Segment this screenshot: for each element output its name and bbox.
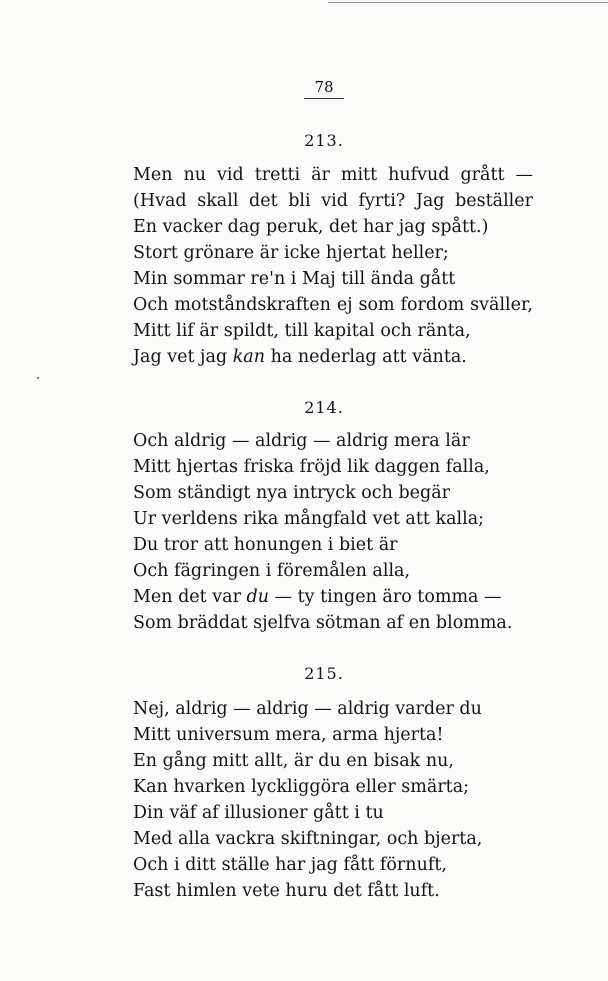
verse-line: Stort grönare är icke hjertat heller; — [133, 243, 449, 263]
verse-line: (Hvad skall det bli vid fyrti? Jag beställer — [133, 191, 533, 211]
top-edge-rule — [328, 2, 608, 3]
verse-line: En vacker dag peruk, det har jag spått.) — [133, 217, 489, 237]
stanza-number-215: 215. — [304, 664, 344, 683]
verse-text: Jag vet jag — [133, 347, 233, 367]
verse-text: Men det var — [133, 587, 247, 607]
verse-emphasis: du — [246, 587, 269, 607]
verse-line: Mitt lif är spildt, till kapital och ränta, — [133, 321, 471, 341]
verse-line: Din väf af illusioner gått i tu — [133, 803, 384, 823]
verse-line: Och aldrig — aldrig — aldrig mera lär — [133, 431, 470, 451]
verse-emphasis: kan — [232, 347, 265, 367]
stanza-215 — [133, 696, 533, 904]
verse-text: ha nederlag att vänta. — [265, 347, 467, 367]
verse-text: — ty tingen äro tomma — — [269, 587, 502, 607]
verse-line — [133, 584, 533, 610]
verse-line: Fast himlen vete huru det fått luft. — [133, 881, 440, 901]
verse-line: Mitt hjertas friska fröjd lik daggen falla, — [133, 457, 490, 477]
page-number: 78 — [314, 78, 334, 96]
stanza-213 — [133, 162, 533, 370]
verse-line — [133, 344, 533, 370]
verse-line: Och motståndskraften ej som fordom sväller, — [133, 295, 533, 315]
verse-line: Ur verldens rika mångfald vet att kalla; — [133, 509, 485, 529]
verse-line: Du tror att honungen i biet är — [133, 535, 398, 555]
verse-line: Och i ditt ställe har jag fått förnuft, — [133, 855, 447, 875]
stanza-number-214: 214. — [304, 398, 344, 417]
verse-line: Med alla vackra skiftningar, och bjerta, — [133, 829, 483, 849]
verse-line: Som bräddat sjelfva sötman af en blomma. — [133, 613, 513, 633]
verse-line: Mitt universum mera, arma hjerta! — [133, 725, 444, 745]
paper-speck — [37, 377, 39, 379]
verse-line: Min sommar re'n i Maj till ända gått — [133, 269, 456, 289]
verse-line: En gång mitt allt, är du en bisak nu, — [133, 751, 454, 771]
verse-line: Men nu vid tretti är mitt hufvud grått — — [133, 165, 533, 185]
page-number-underline — [304, 98, 344, 99]
stanza-214 — [133, 428, 533, 636]
stanza-number-213: 213. — [304, 131, 344, 150]
verse-line: Kan hvarken lyckliggöra eller smärta; — [133, 777, 470, 797]
verse-line: Och fägringen i föremålen alla, — [133, 561, 411, 581]
verse-line: Som ständigt nya intryck och begär — [133, 483, 450, 503]
verse-line: Nej, aldrig — aldrig — aldrig varder du — [133, 699, 482, 719]
